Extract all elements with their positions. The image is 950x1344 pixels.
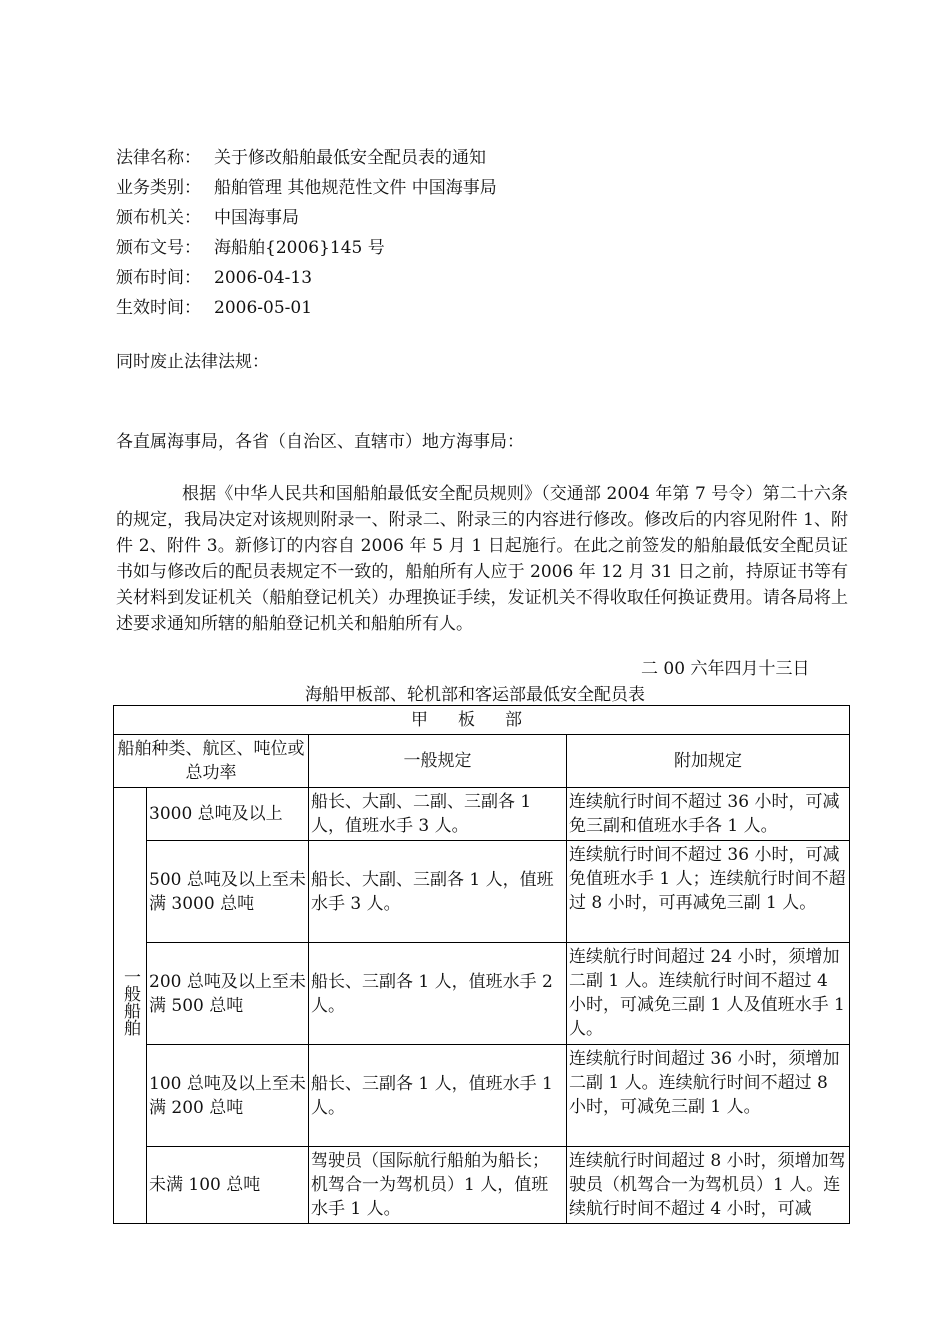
group-label xyxy=(114,788,147,1224)
row-general: 船长、大副、三副各 1 人，值班水手 3 人。 xyxy=(309,841,567,943)
meta-value: 船舶管理 其他规范性文件 中国海事局 xyxy=(214,178,497,198)
row-extra: 连续航行时间不超过 36 小时，可减免值班水手 1 人；连续航行时间不超过 8 小时，可再减免三副 1 人。 xyxy=(567,841,850,943)
meta-row-effective-date xyxy=(116,293,497,323)
row-category: 未满 100 总吨 xyxy=(147,1147,309,1224)
table-row xyxy=(114,841,850,943)
meta-row-issuer xyxy=(116,203,497,233)
row-general: 驾驶员（国际航行船舶为船长；机驾合一为驾机员）1 人，值班水手 1 人。 xyxy=(309,1147,567,1224)
table-caption: 海船甲板部、轮机部和客运部最低安全配员表 xyxy=(305,685,645,705)
row-category: 500 总吨及以上至未满 3000 总吨 xyxy=(147,841,309,943)
row-general: 船长、三副各 1 人，值班水手 2 人。 xyxy=(309,943,567,1045)
header-row xyxy=(114,735,850,788)
meta-key: 法律名称： xyxy=(116,148,201,168)
group-label-text: 一般船舶 xyxy=(120,968,140,1036)
table-row xyxy=(114,1147,850,1224)
header-category: 船舶种类、航区、吨位或总功率 xyxy=(114,735,309,788)
row-extra: 连续航行时间超过 8 小时，须增加驾驶员（机驾合一为驾机员）1 人。连续航行时间不超过 4 小时，可减 xyxy=(567,1147,850,1224)
meta-value: 海船舶{2006}145 号 xyxy=(214,238,385,258)
abolished-laws-label: 同时废止法律法规： xyxy=(116,352,269,372)
meta-value: 2006-05-01 xyxy=(214,298,313,318)
row-general: 船长、三副各 1 人，值班水手 1 人。 xyxy=(309,1045,567,1147)
meta-key: 生效时间： xyxy=(116,298,201,318)
section-title: 甲板部 xyxy=(114,706,850,735)
meta-row-doc-number xyxy=(116,233,497,263)
row-category: 200 总吨及以上至未满 500 总吨 xyxy=(147,943,309,1045)
meta-value: 关于修改船舶最低安全配员表的通知 xyxy=(214,148,486,168)
header-extra: 附加规定 xyxy=(567,735,850,788)
row-general: 船长、大副、二副、三副各 1 人，值班水手 3 人。 xyxy=(309,788,567,841)
body-paragraph: 根据《中华人民共和国船舶最低安全配员规则》（交通部 2004 年第 7 号令）第二十六条的规定，我局决定对该规则附录一、附录二、附录三的内容进行修改。修改后的内容见附件 1、附件 2、附件 3。新修订的内容自 2006 年 5 月 1 日起施行。在此之前签发的船舶最低安全配员证书如与修改后的配员表规定不一致的，船舶所有人应于 2006 年 12 月 31 日之前，持原证书等有关材料到发证机关（船舶登记机关）办理换证手续，发证机关不得收取任何换证费用。请各局将上述要求通知所辖的船舶登记机关和船舶所有人。 xyxy=(116,484,848,634)
salutation: 各直属海事局，各省（自治区、直辖市）地方海事局： xyxy=(116,432,524,452)
section-row xyxy=(114,706,850,735)
meta-value: 中国海事局 xyxy=(214,208,299,228)
crew-table xyxy=(113,705,850,1224)
table-row xyxy=(114,788,850,841)
table-row xyxy=(114,943,850,1045)
meta-row-law-name xyxy=(116,143,497,173)
header-general: 一般规定 xyxy=(309,735,567,788)
row-category: 100 总吨及以上至未满 200 总吨 xyxy=(147,1045,309,1147)
issue-date-line: 二 00 六年四月十三日 xyxy=(641,659,810,679)
metadata-block xyxy=(116,143,497,323)
row-extra: 连续航行时间超过 24 小时，须增加二副 1 人。连续航行时间不超过 4 小时，可减免三副 1 人及值班水手 1 人。 xyxy=(567,943,850,1045)
row-category: 3000 总吨及以上 xyxy=(147,788,309,841)
meta-key: 业务类别： xyxy=(116,178,201,198)
row-extra: 连续航行时间不超过 36 小时，可减免三副和值班水手各 1 人。 xyxy=(567,788,850,841)
meta-key: 颁布机关： xyxy=(116,208,201,228)
meta-value: 2006-04-13 xyxy=(214,268,313,288)
meta-key: 颁布时间： xyxy=(116,268,201,288)
meta-row-category xyxy=(116,173,497,203)
meta-key: 颁布文号： xyxy=(116,238,201,258)
table-row xyxy=(114,1045,850,1147)
meta-row-issue-date xyxy=(116,263,497,293)
row-extra: 连续航行时间超过 36 小时，须增加二副 1 人。连续航行时间不超过 8 小时，可减免三副 1 人。 xyxy=(567,1045,850,1147)
